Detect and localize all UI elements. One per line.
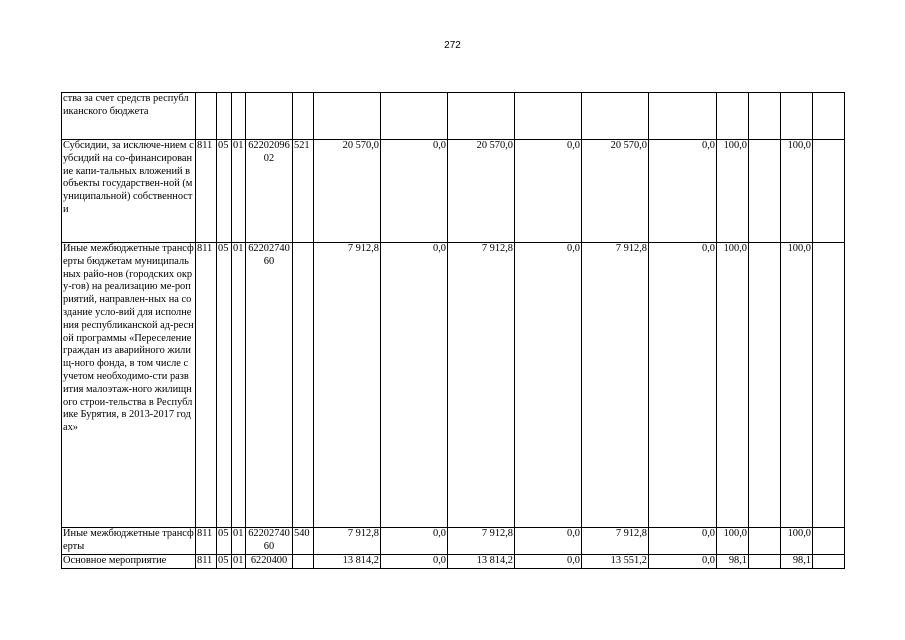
code-expense-type: 521 [293,140,314,243]
code-target-article: 6220400 [246,555,293,569]
percent-4 [813,93,845,140]
code-section: 05 [217,140,232,243]
value-6: 0,0 [649,555,717,569]
value-3 [448,93,515,140]
percent-4 [813,528,845,555]
value-5: 7 912,8 [582,528,649,555]
code-subsection: 01 [232,528,246,555]
value-5 [582,93,649,140]
percent-3: 100,0 [781,528,813,555]
value-2: 0,0 [381,528,448,555]
code-ministry: 811 [196,243,217,528]
value-4: 0,0 [515,140,582,243]
value-1: 7 912,8 [314,243,381,528]
value-5: 13 551,2 [582,555,649,569]
value-5: 7 912,8 [582,243,649,528]
percent-2 [749,555,781,569]
value-3: 13 814,2 [448,555,515,569]
code-ministry: 811 [196,555,217,569]
table-row [62,243,845,528]
code-ministry: 811 [196,528,217,555]
value-2: 0,0 [381,243,448,528]
percent-1: 100,0 [717,528,749,555]
row-name: Иные межбюджетные трансферты [62,528,196,555]
value-3: 7 912,8 [448,243,515,528]
percent-4 [813,555,845,569]
code-subsection: 01 [232,140,246,243]
code-section: 05 [217,243,232,528]
code-subsection: 01 [232,243,246,528]
percent-4 [813,140,845,243]
percent-3 [781,93,813,140]
code-expense-type [293,555,314,569]
value-4: 0,0 [515,528,582,555]
percent-3: 100,0 [781,140,813,243]
code-target-article [246,93,293,140]
code-subsection [232,93,246,140]
percent-1: 100,0 [717,140,749,243]
code-expense-type [293,243,314,528]
row-name: ства за счет средств республиканского бюджета [62,93,196,140]
row-name: Субсидии, за исключе-нием субсидий на со-финансирование капи-тальных вложений в объекты государствен-ной (муниципальной) собственности [62,140,196,243]
value-1: 7 912,8 [314,528,381,555]
row-name: Основное мероприятие [62,555,196,569]
code-target-article: 6220274060 [246,528,293,555]
percent-4 [813,243,845,528]
value-6: 0,0 [649,140,717,243]
value-6 [649,93,717,140]
percent-3: 100,0 [781,243,813,528]
code-subsection: 01 [232,555,246,569]
value-6: 0,0 [649,243,717,528]
value-4 [515,93,582,140]
budget-table [61,92,845,569]
code-target-article: 6220209602 [246,140,293,243]
table-row [62,528,845,555]
code-expense-type: 540 [293,528,314,555]
percent-2 [749,140,781,243]
code-target-article: 6220274060 [246,243,293,528]
code-ministry: 811 [196,140,217,243]
value-6: 0,0 [649,528,717,555]
table-row [62,140,845,243]
percent-2 [749,243,781,528]
value-1: 13 814,2 [314,555,381,569]
value-2: 0,0 [381,140,448,243]
value-2 [381,93,448,140]
value-4: 0,0 [515,243,582,528]
value-1: 20 570,0 [314,140,381,243]
code-section: 05 [217,528,232,555]
code-ministry [196,93,217,140]
value-4: 0,0 [515,555,582,569]
value-5: 20 570,0 [582,140,649,243]
row-name: Иные межбюджетные трансферты бюджетам муниципальных райо-нов (городских окру-гов) на реализацию ме-роприятий, направлен-ных на создание усло-вий для исполнения республиканской ад-ресной программы «Переселение граждан из аварийного жилищ-ного фонда, в том числе с учетом необходимо-сти развития малоэтаж-ного жилищного строи-тельства в Республике Бурятия, в 2013-2017 годах» [62,243,196,528]
percent-2 [749,528,781,555]
percent-1: 100,0 [717,243,749,528]
code-expense-type [293,93,314,140]
page-number: 272 [444,40,461,51]
value-2: 0,0 [381,555,448,569]
percent-1 [717,93,749,140]
percent-3: 98,1 [781,555,813,569]
value-3: 20 570,0 [448,140,515,243]
value-3: 7 912,8 [448,528,515,555]
table-row [62,555,845,569]
percent-2 [749,93,781,140]
percent-1: 98,1 [717,555,749,569]
value-1 [314,93,381,140]
code-section: 05 [217,555,232,569]
table-row [62,93,845,140]
code-section [217,93,232,140]
